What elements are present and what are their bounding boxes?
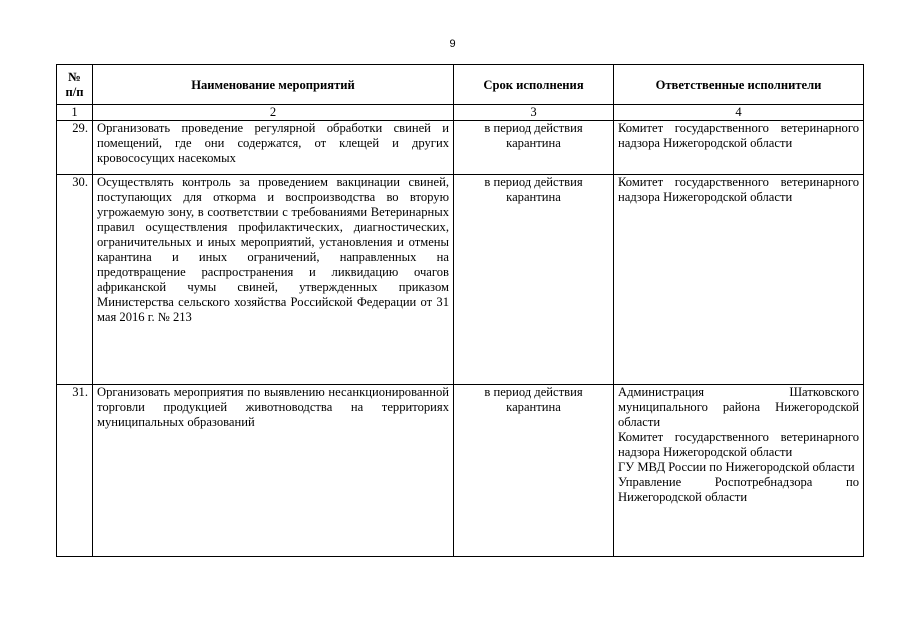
responsible-entry: Комитет государственного ветеринарного надзора Нижегородской области [618, 430, 859, 459]
row-number: 30. [57, 175, 93, 385]
column-number: 3 [454, 105, 614, 121]
responsible-entry: Комитет государственного ветеринарного надзора Нижегородской области [618, 121, 859, 150]
header-number: № п/п [57, 65, 93, 105]
header-name: Наименование мероприятий [93, 65, 454, 105]
table-header-row [57, 65, 864, 105]
table-row [57, 385, 864, 557]
responsible-entry: Управление Роспотребнадзора по Нижегородской области [618, 475, 859, 504]
responsible-entry: Администрация Шатковского муниципального района Нижегородской области [618, 385, 859, 429]
row-number: 31. [57, 385, 93, 557]
measure-name: Организовать проведение регулярной обработки свиней и помещений, где они содержатся, от клещей и других кровососущих насекомых [93, 121, 454, 175]
measures-table [56, 64, 864, 557]
column-number: 4 [614, 105, 864, 121]
responsible-cell [614, 175, 864, 385]
header-responsible: Ответственные исполнители [614, 65, 864, 105]
measure-term: в период действия карантина [454, 385, 614, 557]
page-number: 9 [449, 38, 456, 50]
responsible-cell [614, 385, 864, 557]
column-number: 2 [93, 105, 454, 121]
measure-term: в период действия карантина [454, 175, 614, 385]
column-number: 1 [57, 105, 93, 121]
header-term: Срок исполнения [454, 65, 614, 105]
measure-name: Организовать мероприятия по выявлению несанкционированной торговли продукцией животноводства на территориях муниципальных образований [93, 385, 454, 557]
responsible-entry: ГУ МВД России по Нижегородской области [618, 460, 855, 474]
responsible-cell [614, 121, 864, 175]
table-row [57, 121, 864, 175]
column-numbers-row [57, 105, 864, 121]
row-number: 29. [57, 121, 93, 175]
measure-name: Осуществлять контроль за проведением вакцинации свиней, поступающих для откорма и воспроизводства во вторую угрожаемую зону, в соответствии с требованиями Ветеринарных правил осуществления профилактических, диагностических, ограничительных и иных мероприятий, установления и отмены карантина и иных ограничений, направленных на предотвращение распространения и ликвидацию очагов африканской чумы свиней, утвержденных приказом Министерства сельского хозяйства Российской Федерации от 31 мая 2016 г. № 213 [93, 175, 454, 385]
measure-term: в период действия карантина [454, 121, 614, 175]
responsible-entry: Комитет государственного ветеринарного надзора Нижегородской области [618, 175, 859, 204]
table-row [57, 175, 864, 385]
